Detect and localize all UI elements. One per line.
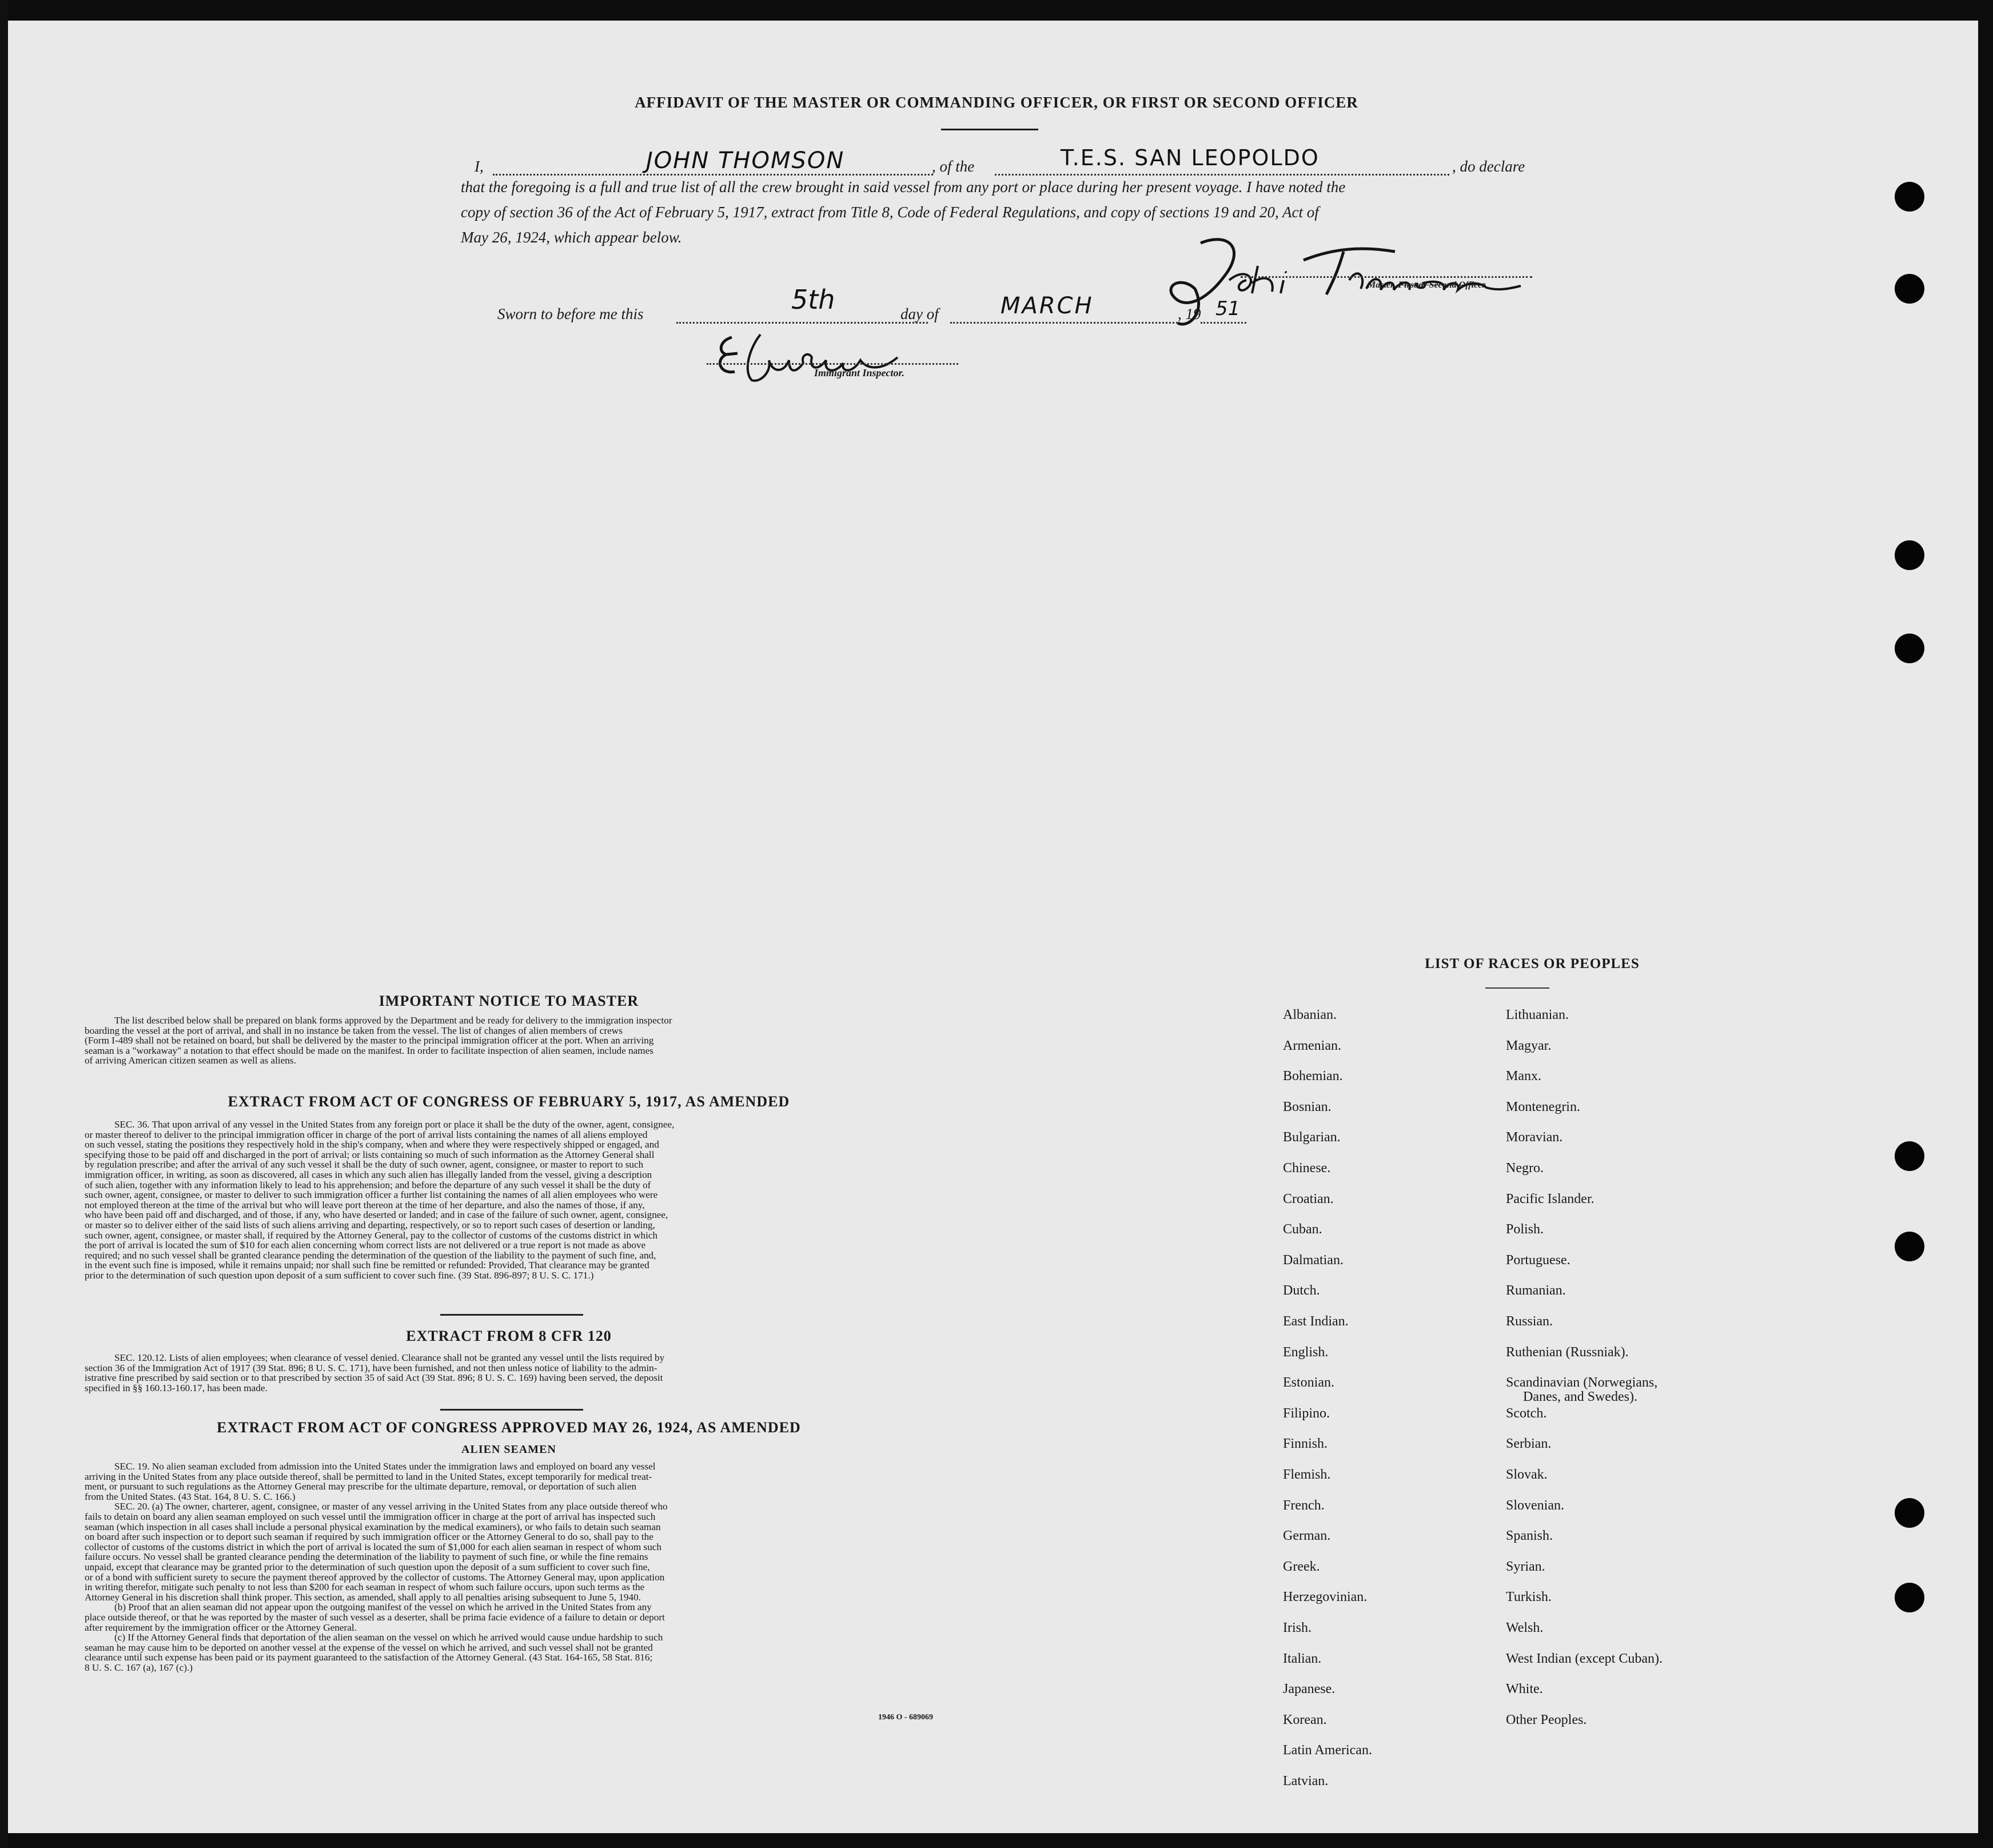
extract-1924-line: clearance until such expense has been paid or its payment guaranteed to the satisfaction of the Attorney General. (43 Stat. 164-165, 58 Stat. 816; bbox=[85, 1652, 653, 1663]
extract-1917-line: prior to the determination of such question upon deposit of a sum sufficient to cover such fine. (39 Stat. 896-897; 8 U. S. C. 171.) bbox=[85, 1269, 594, 1281]
race-item: Magyar. bbox=[1506, 1038, 1552, 1053]
race-item: German. bbox=[1283, 1528, 1331, 1544]
notice-line: boarding the vessel at the port of arrival, and shall in no instance be taken from the vessel. The list of changes of alien members of crews bbox=[85, 1025, 623, 1036]
race-item: Herzegovinian. bbox=[1283, 1590, 1368, 1605]
race-item: Moravian. bbox=[1506, 1130, 1563, 1145]
extract-1924-line: arriving in the United States from any place outside thereof, shall be permitted to land in the United States, except temporarily for medical treat- bbox=[85, 1471, 652, 1482]
races-title-rule bbox=[1485, 987, 1549, 989]
year-suffix-handwritten: 51 bbox=[1215, 297, 1241, 320]
extract-1924-line: after requirement by the immigration officer or the Attorney General. bbox=[85, 1622, 357, 1633]
race-item: Irish. bbox=[1283, 1620, 1312, 1635]
race-item: Chinese. bbox=[1283, 1161, 1331, 1176]
race-item: Serbian. bbox=[1506, 1436, 1552, 1452]
race-item: Dutch. bbox=[1283, 1283, 1320, 1299]
declaration-line-3: copy of section 36 of the Act of February 5, 1917, extract from Title 8, Code of Federal Regulations, and copy of sections 19 and 20, Act of bbox=[461, 204, 1319, 221]
year-line bbox=[1201, 322, 1246, 324]
extract-1917-line: such owner, agent, consignee, or master shall, if required by the Attorney General, pay to the collector of customs of the customs district in which bbox=[85, 1229, 658, 1241]
extract-1924-line: Attorney General in his discretion shall think proper. This section, as amended, shall apply to all penalties arising subsequent to June 5, 1940. bbox=[85, 1591, 641, 1603]
race-item: Filipino. bbox=[1283, 1405, 1330, 1421]
race-item: Armenian. bbox=[1283, 1038, 1341, 1053]
sworn-day-line bbox=[676, 322, 928, 324]
inspector-signature bbox=[709, 326, 938, 389]
notice-text bbox=[85, 1015, 934, 1066]
extract-1917-line: the port of arrival is located the sum of $10 for each alien concerning whom correct lists are not delivered or a true report is not made as above bbox=[85, 1240, 646, 1251]
section-rule bbox=[440, 1314, 583, 1316]
extract-1917-line: required; and no such vessel shall be granted clearance pending the determination of the question of the liability to the payment of such fine, and, bbox=[85, 1249, 656, 1261]
extract-1917-line: who have been paid off and discharged, and of those, if any, who have deserted or landed; and in case of the failure of such owner, agent, consignee, bbox=[85, 1209, 668, 1221]
declaration-line-2: that the foregoing is a full and true list of all the crew brought in said vessel from any port or place during her present voyage. I have noted the bbox=[461, 178, 1346, 196]
race-item: Montenegrin. bbox=[1506, 1099, 1580, 1114]
race-item: Bosnian. bbox=[1283, 1099, 1332, 1114]
race-item: Flemish. bbox=[1283, 1467, 1331, 1482]
punch-hole bbox=[1895, 182, 1924, 212]
race-item: Spanish. bbox=[1506, 1528, 1553, 1544]
race-item: Russian. bbox=[1506, 1314, 1553, 1329]
race-item: Rumanian. bbox=[1506, 1283, 1566, 1299]
race-item: East Indian. bbox=[1283, 1314, 1349, 1329]
year-prefix: , 19 bbox=[1178, 305, 1201, 322]
race-item: Latvian. bbox=[1283, 1774, 1329, 1789]
punch-hole bbox=[1895, 1583, 1924, 1612]
race-item: Bulgarian. bbox=[1283, 1130, 1341, 1145]
extract-1924-line: from the United States. (43 Stat. 164, 8 U. S. C. 166.) bbox=[85, 1491, 296, 1502]
race-item: Dalmatian. bbox=[1283, 1252, 1344, 1268]
master-label-text: Master, bbox=[1368, 280, 1396, 290]
extract-1924-line: (b) Proof that an alien seaman did not appear upon the outgoing manifest of the vessel on which he arrived in the United States from any bbox=[114, 1602, 652, 1613]
race-item: Greek. bbox=[1283, 1559, 1320, 1574]
extract-1924-line: fails to detain on board any alien seaman employed on such vessel until the immigration officer in charge at the port of arrival has inspected such bbox=[85, 1511, 656, 1522]
race-item: West Indian (except Cuban). bbox=[1506, 1651, 1663, 1666]
declaration-i-label: I, bbox=[475, 158, 484, 175]
scan-border-top bbox=[0, 0, 1993, 21]
day-of-label: day of bbox=[900, 305, 939, 322]
race-item: Italian. bbox=[1283, 1651, 1322, 1666]
print-code: 1946 O - 689069 bbox=[878, 1713, 934, 1722]
punch-hole bbox=[1895, 274, 1924, 304]
sworn-day-handwritten: 5th bbox=[791, 284, 835, 315]
race-item: White. bbox=[1506, 1682, 1543, 1697]
race-item: Scotch. bbox=[1506, 1405, 1547, 1421]
extract-1924-text bbox=[85, 1461, 934, 1672]
notice-line: seaman is a "workaway" a notation to that effect should be made on the manifest. In order to facilitate inspection of alien seamen, include names bbox=[85, 1045, 653, 1056]
race-item: English. bbox=[1283, 1344, 1329, 1360]
sworn-month-line bbox=[950, 322, 1178, 324]
extract-1924-line: place outside thereof, or that he was reported by the master of such vessel as a deserter, shall be prima facie evidence of a failure to detain or deport bbox=[85, 1611, 665, 1623]
title-rule bbox=[941, 129, 1038, 130]
extract-cfr-line: istrative fine prescribed by said section or to that prescribed by section 35 of said Act (39 Stat. 896; 8 U. S. C. 169) having been served, the deposit bbox=[85, 1372, 663, 1384]
extract-1917-line: such owner, agent, consignee, or master to deliver to such immigration officer a further list containing the names of all alien employees who were bbox=[85, 1189, 658, 1201]
extract-1917-line: or master thereof to deliver to the principal immigration officer in charge of the port of arrival lists containing the names of all aliens employed bbox=[85, 1129, 648, 1140]
extract-1924-title: EXTRACT FROM ACT OF CONGRESS APPROVED MAY 26, 1924, AS AMENDED bbox=[217, 1419, 801, 1436]
inspector-signature-line bbox=[707, 363, 958, 365]
extract-1917-line: SEC. 36. That upon arrival of any vessel in the United States from any foreign port or place it shall be the duty of the owner, agent, consignee, bbox=[114, 1119, 675, 1130]
race-item: Lithuanian. bbox=[1506, 1007, 1569, 1022]
punch-hole bbox=[1895, 1141, 1924, 1171]
vessel-name-line bbox=[995, 174, 1449, 176]
master-label bbox=[1368, 280, 1485, 290]
affidavit-title: AFFIDAVIT OF THE MASTER OR COMMANDING OFFICER, OR FIRST OR SECOND OFFICER bbox=[635, 94, 1358, 111]
extract-cfr-line: section 36 of the Immigration Act of 1917 (39 Stat. 896; 8 U. S. C. 171), have been furnished, and not then unless notice of liability to the admin- bbox=[85, 1362, 657, 1373]
extract-1924-line: 8 U. S. C. 167 (a), 167 (c).) bbox=[85, 1662, 193, 1673]
race-item: Welsh. bbox=[1506, 1620, 1544, 1635]
punch-hole bbox=[1895, 1232, 1924, 1261]
race-item: Polish. bbox=[1506, 1222, 1544, 1237]
section-rule bbox=[440, 1409, 583, 1411]
race-item: Korean. bbox=[1283, 1712, 1327, 1727]
sworn-month-handwritten: MARCH bbox=[1001, 293, 1094, 319]
race-item: Other Peoples. bbox=[1506, 1712, 1587, 1727]
race-item: Turkish. bbox=[1506, 1590, 1552, 1605]
race-item: Albanian. bbox=[1283, 1007, 1337, 1022]
extract-1924-line: failure occurs. No vessel shall be granted clearance pending the determination of the liability to payment of such fine, or while the fine remains bbox=[85, 1551, 648, 1563]
races-title: LIST OF RACES OR PEOPLES bbox=[1425, 956, 1640, 971]
punch-hole bbox=[1895, 540, 1924, 570]
officer-name-handwritten: JOHN THOMSON bbox=[646, 148, 845, 174]
scan-border-bottom bbox=[0, 1833, 1993, 1848]
race-item: Slovenian. bbox=[1506, 1497, 1564, 1513]
extract-1924-line: or of a bond with sufficient surety to secure the payment thereof approved by the collector of customs. The Attorney General may, upon application bbox=[85, 1571, 665, 1583]
extract-1917-line: on such vessel, stating the positions they respectively hold in the ship's company, when and where they were respectively shipped or engaged, and bbox=[85, 1139, 659, 1150]
race-item: Bohemian. bbox=[1283, 1069, 1343, 1084]
declaration-of-the: , of the bbox=[932, 158, 975, 175]
notice-line: The list described below shall be prepared on blank forms approved by the Department and be ready for delivery to the immigration inspector bbox=[114, 1015, 672, 1026]
sworn-label: Sworn to before me this bbox=[497, 305, 644, 322]
officer-name-line bbox=[493, 174, 933, 176]
race-item: Croatian. bbox=[1283, 1191, 1334, 1206]
race-item: Cuban. bbox=[1283, 1222, 1322, 1237]
master-signature-line bbox=[1241, 276, 1532, 278]
race-item: Danes, and Swedes). bbox=[1523, 1389, 1637, 1405]
extract-1924-line: seaman he may cause him to be deported on another vessel at the expense of the vessel on which he arrived, and such vessel shall not be granted bbox=[85, 1642, 653, 1653]
extract-1924-subtitle: ALIEN SEAMEN bbox=[461, 1443, 556, 1456]
extract-1917-line: immigration officer, in writing, as soon as discovered, all cases in which any such alien has illegally landed from the vessel, giving a description bbox=[85, 1169, 652, 1180]
race-item: Manx. bbox=[1506, 1069, 1541, 1084]
scan-border-right bbox=[1978, 0, 1993, 1848]
race-item: Japanese. bbox=[1283, 1682, 1336, 1697]
extract-1917-line: by regulation prescribe; and after the arrival of any such vessel it shall be the duty of such owner, agent, consignee, or master to report to such bbox=[85, 1159, 644, 1170]
extract-1917-line: of such alien, together with any information likely to lead to his apprehension; and before the departure of any such vessel it shall be the duty of bbox=[85, 1179, 651, 1190]
race-item: Pacific Islander. bbox=[1506, 1191, 1595, 1206]
extract-1917-text bbox=[85, 1120, 934, 1281]
extract-1924-line: seaman (which inspection in all cases shall include a personal physical examination by the medical examiners), or who fails to detain such seaman bbox=[85, 1521, 661, 1532]
extract-cfr-text bbox=[85, 1353, 934, 1393]
extract-1924-line: in writing therefor, mitigate such penalty to not less than $200 for each seaman in respect of whom such failure occurs, upon such terms as the bbox=[85, 1582, 645, 1593]
notice-line: of arriving American citizen seamen as well as aliens. bbox=[85, 1055, 296, 1066]
declaration-do-declare: , do declare bbox=[1452, 158, 1525, 175]
extract-1924-line: SEC. 20. (a) The owner, charterer, agent, consignee, or master of any vessel arriving in the United States from any place outside thereof who bbox=[114, 1501, 668, 1512]
master-label-struck: First or Second Officer bbox=[1398, 280, 1486, 290]
race-item: Negro. bbox=[1506, 1161, 1544, 1176]
extract-1917-line: specifying those to be paid off and discharged in the port of arrival; or lists containing so much of such information as the Attorney General shall bbox=[85, 1149, 655, 1160]
race-item: Latin American. bbox=[1283, 1743, 1372, 1758]
extract-1917-title: EXTRACT FROM ACT OF CONGRESS OF FEBRUARY 5, 1917, AS AMENDED bbox=[228, 1093, 790, 1110]
race-item: Ruthenian (Russniak). bbox=[1506, 1344, 1629, 1360]
extract-1924-line: on board after such inspection or to deport such seaman if required by such immigration officer or the Attorney General to do so, shall pay to the bbox=[85, 1531, 653, 1543]
extract-1924-line: unpaid, except that clearance may be granted prior to the determination of such question upon the deposit of a sum sufficient to cover such fine, bbox=[85, 1561, 650, 1572]
race-item: Scandinavian (Norwegians, bbox=[1506, 1375, 1658, 1391]
notice-line: (Form I-489 shall not be retained on board, but shall be delivered by the master to the principal immigration officer at the port. When an arriving bbox=[85, 1035, 654, 1046]
race-item: Portuguese. bbox=[1506, 1252, 1571, 1268]
extract-1917-line: not employed thereon at the time of the arrival but who will leave port thereon at the time of her departure, and also the names of those, if any, bbox=[85, 1199, 645, 1210]
extract-1917-line: in the event such fine is imposed, while it remains unpaid; nor shall such fine be remitted or refunded: Provided, That clearance may be granted bbox=[85, 1260, 649, 1271]
declaration-line-4: May 26, 1924, which appear below. bbox=[461, 229, 682, 246]
extract-1917-line: or master so to deliver either of the said lists of such aliens arriving and departing, respectively, or so to report such cases of desertion or landing, bbox=[85, 1219, 655, 1230]
race-item: Finnish. bbox=[1283, 1436, 1328, 1452]
race-item: French. bbox=[1283, 1497, 1325, 1513]
extract-1924-line: ment, or pursuant to such regulations as the Attorney General may prescribe for the ultimate departure, removal, or deportation of such alien bbox=[85, 1481, 637, 1492]
inspector-label: Immigrant Inspector. bbox=[814, 367, 905, 379]
extract-1924-line: (c) If the Attorney General finds that deportation of the alien seaman on the vessel on which he arrived would cause undue hardship to such bbox=[114, 1632, 663, 1643]
punch-hole bbox=[1895, 1498, 1924, 1528]
extract-cfr-title: EXTRACT FROM 8 CFR 120 bbox=[406, 1328, 612, 1344]
race-item: Syrian. bbox=[1506, 1559, 1545, 1574]
race-item: Estonian. bbox=[1283, 1375, 1334, 1391]
race-item: Slovak. bbox=[1506, 1467, 1548, 1482]
extract-cfr-line: SEC. 120.12. Lists of alien employees; when clearance of vessel denied. Clearance shall not be granted any vessel until the lists required by bbox=[114, 1352, 665, 1363]
notice-title: IMPORTANT NOTICE TO MASTER bbox=[378, 993, 639, 1009]
extract-cfr-line: specified in §§ 160.13-160.17, has been made. bbox=[85, 1382, 268, 1393]
scan-border-left bbox=[0, 0, 8, 1848]
extract-1924-line: collector of customs of the customs district in which the port of arrival is located the sum of $1,000 for each alien seaman in respect of whom such bbox=[85, 1541, 662, 1552]
extract-1924-line: SEC. 19. No alien seaman excluded from admission into the United States under the immigration laws and employed on board any vessel bbox=[114, 1461, 656, 1472]
punch-hole bbox=[1895, 634, 1924, 663]
vessel-name: T.E.S. SAN LEOPOLDO bbox=[1061, 145, 1320, 170]
